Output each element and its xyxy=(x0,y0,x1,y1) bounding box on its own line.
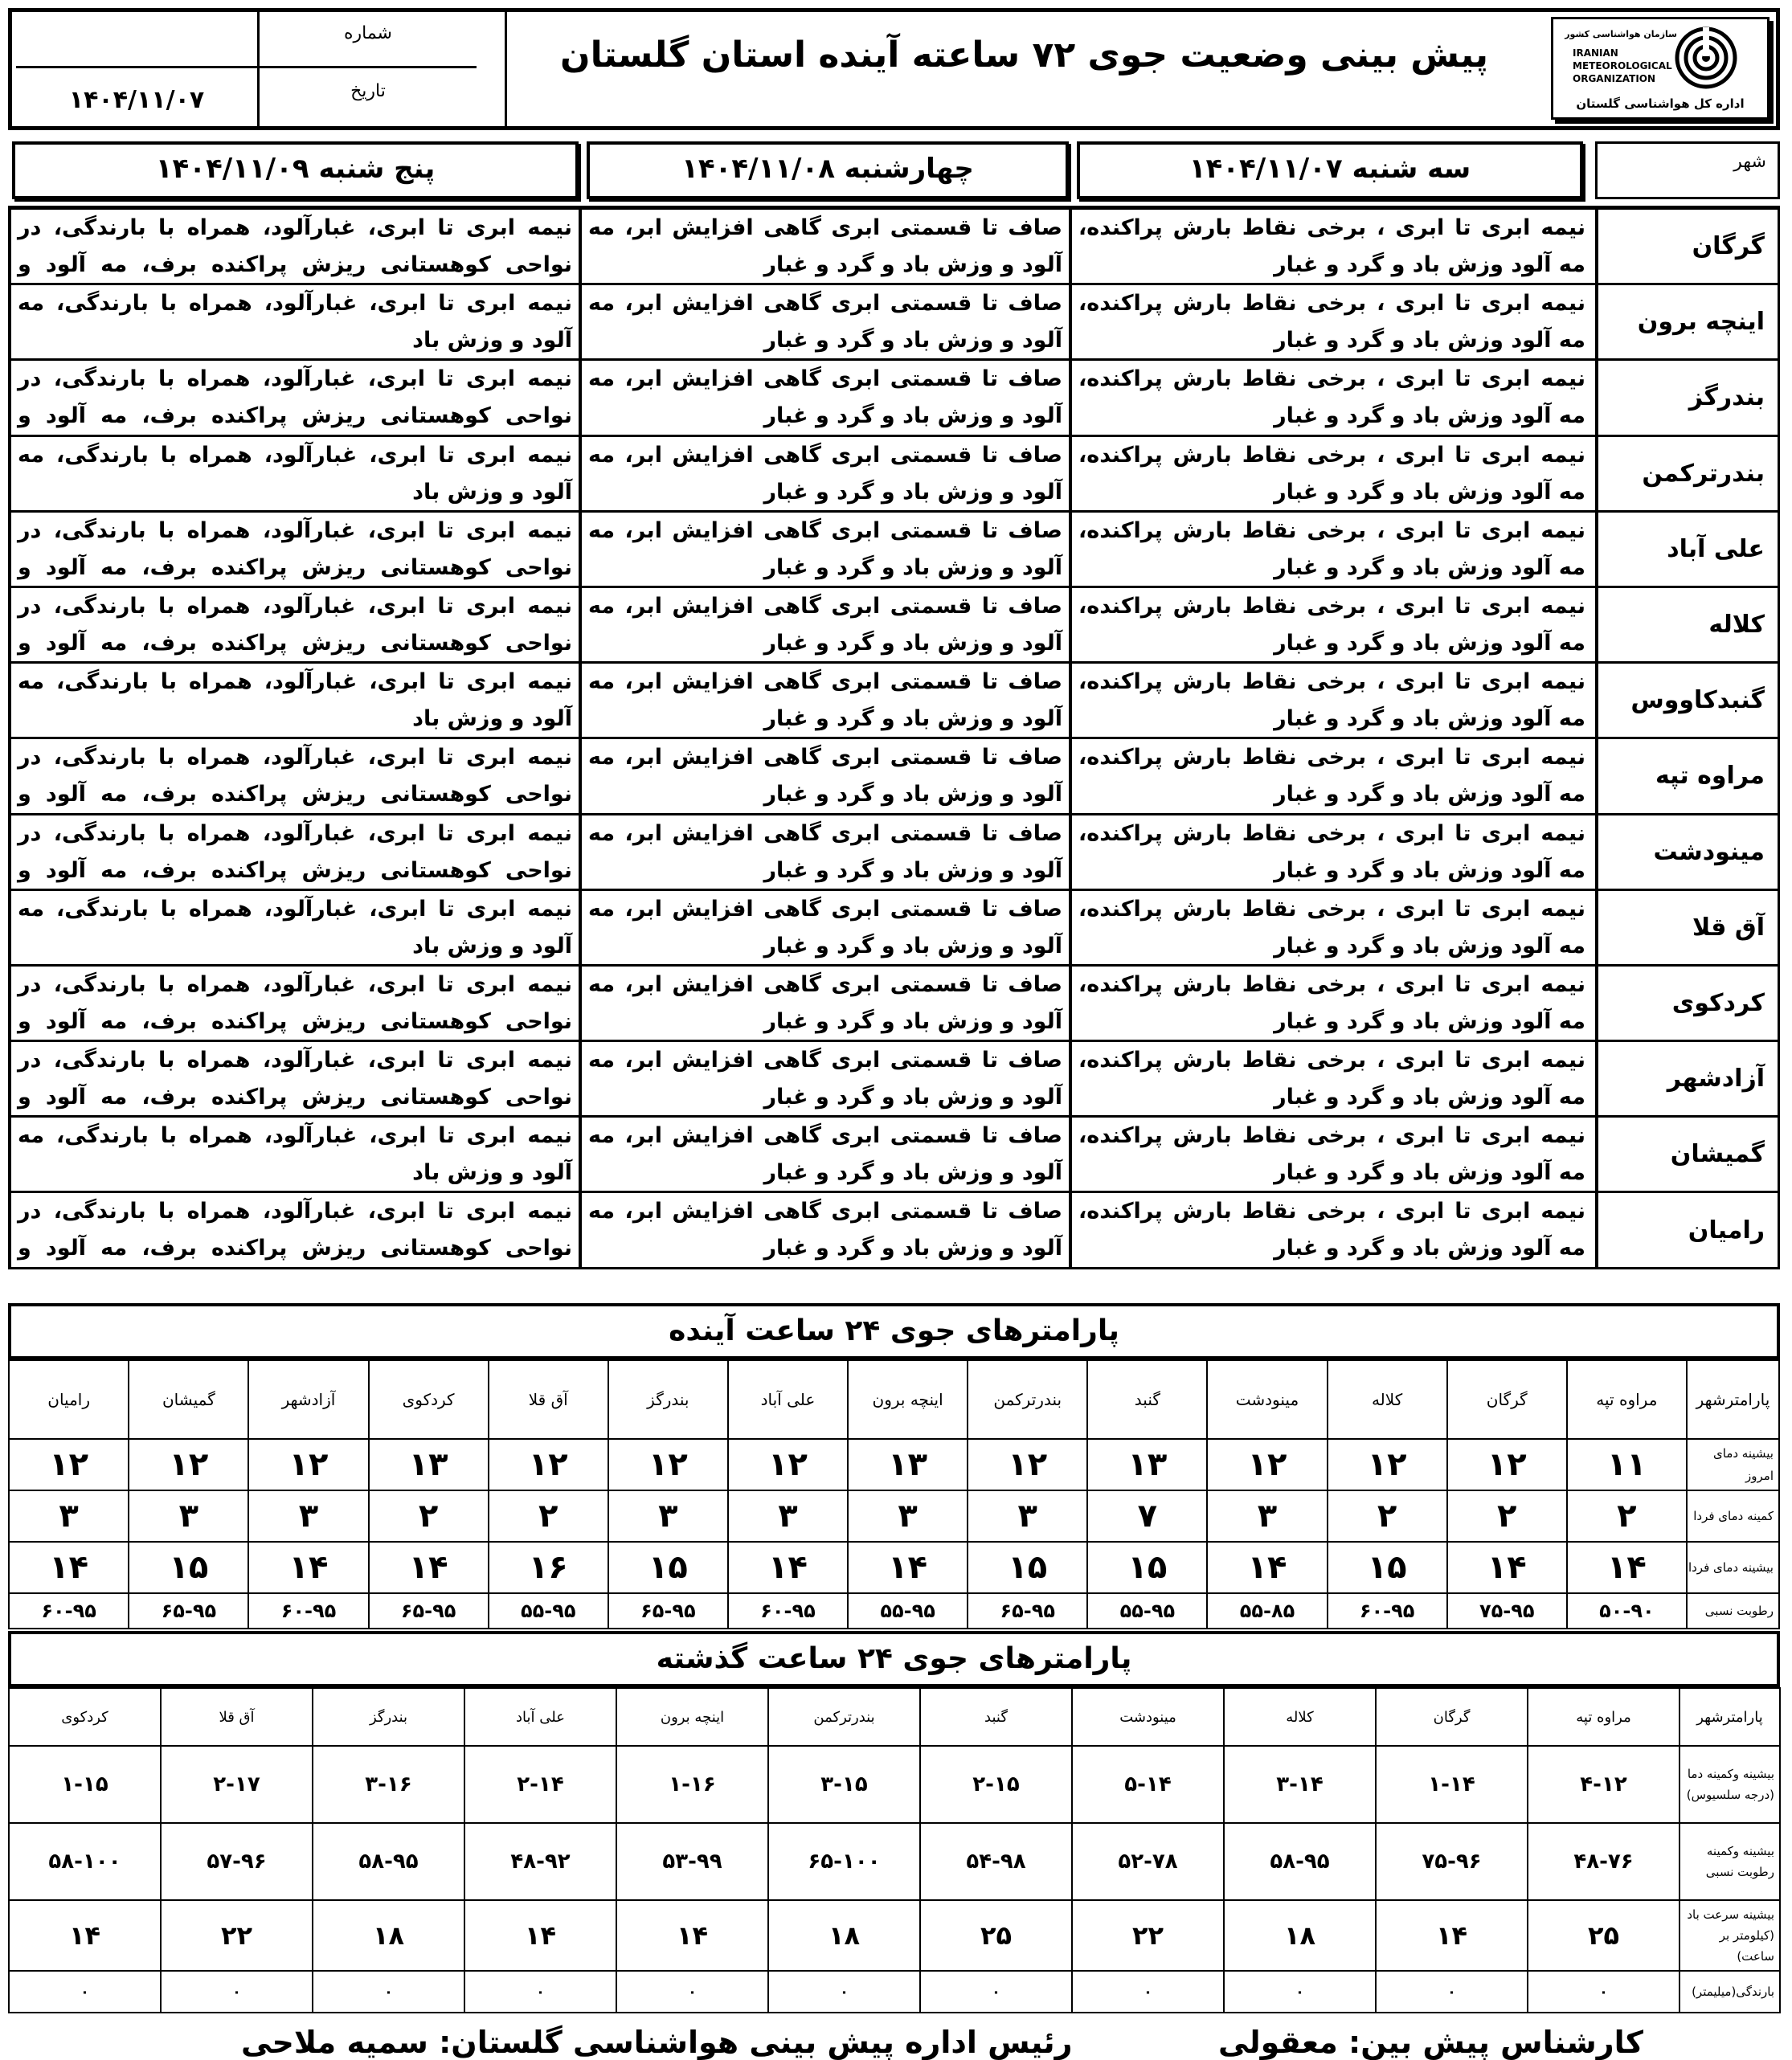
forecast-row xyxy=(8,664,1780,739)
page-title: پیش بینی وضعیت جوی ۷۲ ساعته آینده استان گلستان xyxy=(560,35,1488,76)
param-value: ۴-۱۲ xyxy=(1528,1746,1679,1823)
param-value: ۱۲ xyxy=(1447,1439,1567,1490)
forecast-city-name: مینودشت xyxy=(1595,815,1780,889)
param-label: بیشینه دمای فردا xyxy=(1687,1542,1779,1593)
param-value: ۳ xyxy=(608,1490,728,1542)
forecast-cell-day-2: صاف تا قسمتی ابری گاهی افزایش ابر، مه آلود و وزش باد و گرد و غبار xyxy=(579,513,1069,586)
param-value: ۵۸-۹۵ xyxy=(313,1823,464,1900)
forecast-cell-day-3: نیمه ابری تا ابری، غبارآلود، همراه با بارندگی، در نواحی کوهستانی ریزش پراکنده برف، مه آلود و xyxy=(8,210,579,283)
param-value: ۲۲ xyxy=(161,1900,313,1971)
param-header: پارامترشهر xyxy=(1679,1688,1780,1746)
param-value: ۱۴ xyxy=(848,1542,968,1593)
param-value: ۲ xyxy=(1567,1490,1687,1542)
logo-persian-small: سازمان هواشناسی کشور xyxy=(1565,29,1677,39)
forecast-table-body xyxy=(8,206,1780,1269)
param-value: ۱۴ xyxy=(1447,1542,1567,1593)
next-24h-row xyxy=(9,1490,1779,1542)
param-value: ۵۴-۹۸ xyxy=(920,1823,1072,1900)
param-value: ۱۵ xyxy=(608,1542,728,1593)
forecast-cell-day-1: نیمه ابری تا ابری ، برخی نقاط بارش پراکنده، مه آلود وزش باد و گرد و غبار xyxy=(1069,739,1592,812)
city-column-header: شهر xyxy=(1595,141,1780,199)
param-value: ۱۲ xyxy=(1207,1439,1327,1490)
forecast-cell-day-1: نیمه ابری تا ابری ، برخی نقاط بارش پراکنده، مه آلود وزش باد و گرد و غبار xyxy=(1069,285,1592,358)
param-value: ۵۵-۹۵ xyxy=(1087,1593,1207,1629)
past-24h-row xyxy=(9,1746,1780,1823)
forecast-cell-day-3: نیمه ابری تا ابری، غبارآلود، همراه با بارندگی، در نواحی کوهستانی ریزش پراکنده برف، مه آلود و xyxy=(8,1042,579,1115)
document-header xyxy=(8,8,1780,130)
param-value: ۳-۱۴ xyxy=(1224,1746,1376,1823)
forecast-row xyxy=(8,361,1780,436)
param-value: ۶۵-۹۵ xyxy=(369,1593,489,1629)
param-value: ۲ xyxy=(1328,1490,1447,1542)
param-value: ۱۴ xyxy=(464,1900,616,1971)
city-header: بندرترکمن xyxy=(768,1688,920,1746)
param-label: بارندگی(میلیمتر) xyxy=(1679,1971,1780,2013)
forecast-cell-day-3: نیمه ابری تا ابری، غبارآلود، همراه با بارندگی، در نواحی کوهستانی ریزش پراکنده برف، مه آلود و xyxy=(8,967,579,1040)
city-header: رامیان xyxy=(9,1360,129,1439)
city-header: بندرگز xyxy=(608,1360,728,1439)
forecast-cell-day-2: صاف تا قسمتی ابری گاهی افزایش ابر، مه آلود و وزش باد و گرد و غبار xyxy=(579,1042,1069,1115)
param-value: ۰ xyxy=(161,1971,313,2013)
param-value: ۶۰-۹۵ xyxy=(248,1593,368,1629)
param-value: ۶۵-۹۵ xyxy=(129,1593,248,1629)
forecast-cell-day-1: نیمه ابری تا ابری ، برخی نقاط بارش پراکنده، مه آلود وزش باد و گرد و غبار xyxy=(1069,1193,1592,1266)
param-value: ۱۲ xyxy=(9,1439,129,1490)
param-value: ۱۴ xyxy=(728,1542,848,1593)
forecast-cell-day-3: نیمه ابری تا ابری، غبارآلود، همراه با بارندگی، مه آلود و وزش باد xyxy=(8,891,579,964)
city-header: کردکوی xyxy=(369,1360,489,1439)
forecast-cell-day-3: نیمه ابری تا ابری، غبارآلود، همراه با بارندگی، مه آلود و وزش باد xyxy=(8,1118,579,1191)
param-value: ۱۳ xyxy=(1087,1439,1207,1490)
param-value: ۱۴ xyxy=(248,1542,368,1593)
city-header: گرگان xyxy=(1447,1360,1567,1439)
forecast-row xyxy=(8,513,1780,588)
param-value: ۲ xyxy=(1447,1490,1567,1542)
param-value: ۱۴ xyxy=(616,1900,768,1971)
forecast-table-header xyxy=(8,135,1780,206)
param-value: ۶۵-۹۵ xyxy=(608,1593,728,1629)
forecast-cell-day-2: صاف تا قسمتی ابری گاهی افزایش ابر، مه آلود و وزش باد و گرد و غبار xyxy=(579,210,1069,283)
next-24h-row xyxy=(9,1593,1779,1629)
forecast-row xyxy=(8,285,1780,361)
city-header: آق قلا xyxy=(161,1688,313,1746)
forecast-cell-day-3: نیمه ابری تا ابری، غبارآلود، همراه با بارندگی، مه آلود و وزش باد xyxy=(8,664,579,737)
city-header: گنبد xyxy=(1087,1360,1207,1439)
forecast-cell-day-3: نیمه ابری تا ابری، غبارآلود، همراه با بارندگی، در نواحی کوهستانی ریزش پراکنده برف، مه آلود و xyxy=(8,815,579,889)
param-value: ۱-۱۶ xyxy=(616,1746,768,1823)
param-value: ۱۲ xyxy=(248,1439,368,1490)
param-value: ۲-۱۵ xyxy=(920,1746,1072,1823)
param-value: ۶۰-۹۵ xyxy=(1328,1593,1447,1629)
forecast-row xyxy=(8,210,1780,285)
day-header-1: سه شنبه ۱۴۰۴/۱۱/۰۷ xyxy=(1077,141,1583,199)
forecast-row xyxy=(8,1118,1780,1193)
param-value: ۰ xyxy=(920,1971,1072,2013)
forecast-city-name: بندرگز xyxy=(1595,361,1780,434)
day-header-3: پنج شنبه ۱۴۰۴/۱۱/۰۹ xyxy=(12,141,579,199)
forecast-city-name: گرگان xyxy=(1595,210,1780,283)
param-value: ۱۲ xyxy=(1328,1439,1447,1490)
param-value: ۳-۱۵ xyxy=(768,1746,920,1823)
forecast-cell-day-2: صاف تا قسمتی ابری گاهی افزایش ابر، مه آلود و وزش باد و گرد و غبار xyxy=(579,361,1069,434)
day-header-2: چهارشنبه ۱۴۰۴/۱۱/۰۸ xyxy=(587,141,1069,199)
date-value: ۱۴۰۴/۱۱/۰۷ xyxy=(16,68,260,126)
param-value: ۲۵ xyxy=(920,1900,1072,1971)
param-value: ۱۳ xyxy=(848,1439,968,1490)
param-value: ۳ xyxy=(248,1490,368,1542)
param-value: ۱۵ xyxy=(1087,1542,1207,1593)
forecast-cell-day-3: نیمه ابری تا ابری، غبارآلود، همراه با بارندگی، در نواحی کوهستانی ریزش پراکنده برف، مه آلود و xyxy=(8,361,579,434)
forecast-cell-day-2: صاف تا قسمتی ابری گاهی افزایش ابر، مه آلود و وزش باد و گرد و غبار xyxy=(579,815,1069,889)
forecast-row xyxy=(8,891,1780,967)
forecast-city-name: آق قلا xyxy=(1595,891,1780,964)
next-24h-row xyxy=(9,1439,1779,1490)
number-label: شماره xyxy=(260,12,477,68)
param-value: ۰ xyxy=(313,1971,464,2013)
forecast-city-name: کردکوی xyxy=(1595,967,1780,1040)
city-header: مینودشت xyxy=(1207,1360,1327,1439)
city-header: اینچه برون xyxy=(848,1360,968,1439)
param-value: ۰ xyxy=(464,1971,616,2013)
forecast-cell-day-2: صاف تا قسمتی ابری گاهی افزایش ابر، مه آلود و وزش باد و گرد و غبار xyxy=(579,285,1069,358)
forecast-cell-day-2: صاف تا قسمتی ابری گاهی افزایش ابر، مه آلود و وزش باد و گرد و غبار xyxy=(579,588,1069,661)
param-value: ۶۵-۱۰۰ xyxy=(768,1823,920,1900)
forecast-row xyxy=(8,815,1780,891)
param-value: ۶۰-۹۵ xyxy=(9,1593,129,1629)
city-header: مراوه تپه xyxy=(1528,1688,1679,1746)
param-value: ۲۲ xyxy=(1072,1900,1224,1971)
param-label: بیشینه دمای امروز xyxy=(1687,1439,1779,1490)
city-header: مینودشت xyxy=(1072,1688,1224,1746)
forecast-row xyxy=(8,967,1780,1042)
next-24h-table xyxy=(8,1359,1780,1629)
past-24h-row xyxy=(9,1900,1780,1971)
next-24h-row xyxy=(9,1542,1779,1593)
param-value: ۵۸-۱۰۰ xyxy=(9,1823,161,1900)
past-24h-title: پارامترهای جوی ۲۴ ساعت گذشته xyxy=(8,1631,1780,1687)
past-24h-row xyxy=(9,1823,1780,1900)
past-24h-header-row xyxy=(9,1688,1780,1746)
forecast-cell-day-3: نیمه ابری تا ابری، غبارآلود، همراه با بارندگی، در نواحی کوهستانی ریزش پراکنده برف، مه آلود و xyxy=(8,588,579,661)
param-value: ۱۸ xyxy=(768,1900,920,1971)
param-value: ۱۲ xyxy=(968,1439,1087,1490)
city-header: بندرترکمن xyxy=(968,1360,1087,1439)
forecast-cell-day-3: نیمه ابری تا ابری، غبارآلود، همراه با بارندگی، در نواحی کوهستانی ریزش پراکنده برف، مه آلود و xyxy=(8,1193,579,1266)
city-header: گمیشان xyxy=(129,1360,248,1439)
forecast-row xyxy=(8,739,1780,815)
forecast-row xyxy=(8,1042,1780,1118)
forecast-cell-day-1: نیمه ابری تا ابری ، برخی نقاط بارش پراکنده، مه آلود وزش باد و گرد و غبار xyxy=(1069,664,1592,737)
param-value: ۳ xyxy=(1207,1490,1327,1542)
city-header: کلاله xyxy=(1328,1360,1447,1439)
city-header: گنبد xyxy=(920,1688,1072,1746)
city-header: کلاله xyxy=(1224,1688,1376,1746)
param-value: ۱۳ xyxy=(369,1439,489,1490)
forecast-cell-day-1: نیمه ابری تا ابری ، برخی نقاط بارش پراکنده، مه آلود وزش باد و گرد و غبار xyxy=(1069,210,1592,283)
param-value: ۲-۱۴ xyxy=(464,1746,616,1823)
param-value: ۶۵-۹۵ xyxy=(968,1593,1087,1629)
forecast-table xyxy=(8,135,1780,1269)
city-header: بندرگز xyxy=(313,1688,464,1746)
forecast-document xyxy=(8,8,1784,2060)
param-value: ۶۰-۹۵ xyxy=(728,1593,848,1629)
city-header: کردکوی xyxy=(9,1688,161,1746)
param-label: کمینه دمای فردا xyxy=(1687,1490,1779,1542)
param-value: ۰ xyxy=(768,1971,920,2013)
meta-box xyxy=(12,12,477,126)
forecast-cell-day-3: نیمه ابری تا ابری، غبارآلود، همراه با بارندگی، در نواحی کوهستانی ریزش پراکنده برف، مه آلود و xyxy=(8,513,579,586)
param-value: ۲ xyxy=(369,1490,489,1542)
param-value: ۵۲-۷۸ xyxy=(1072,1823,1224,1900)
forecast-cell-day-1: نیمه ابری تا ابری ، برخی نقاط بارش پراکنده، مه آلود وزش باد و گرد و غبار xyxy=(1069,815,1592,889)
forecast-city-name: گمیشان xyxy=(1595,1118,1780,1191)
forecast-row xyxy=(8,437,1780,513)
param-value: ۳ xyxy=(129,1490,248,1542)
forecast-city-name: گنبدکاووس xyxy=(1595,664,1780,737)
param-header: پارامترشهر xyxy=(1687,1360,1779,1439)
forecast-cell-day-1: نیمه ابری تا ابری ، برخی نقاط بارش پراکنده، مه آلود وزش باد و گرد و غبار xyxy=(1069,1042,1592,1115)
param-value: ۳-۱۶ xyxy=(313,1746,464,1823)
city-header: علی آباد xyxy=(728,1360,848,1439)
forecast-cell-day-2: صاف تا قسمتی ابری گاهی افزایش ابر، مه آلود و وزش باد و گرد و غبار xyxy=(579,1193,1069,1266)
param-value: ۲ xyxy=(489,1490,608,1542)
param-value: ۱۸ xyxy=(313,1900,464,1971)
param-value: ۳ xyxy=(9,1490,129,1542)
forecast-city-name: علی آباد xyxy=(1595,513,1780,586)
forecast-cell-day-1: نیمه ابری تا ابری ، برخی نقاط بارش پراکنده، مه آلود وزش باد و گرد و غبار xyxy=(1069,437,1592,510)
param-value: ۷۵-۹۶ xyxy=(1376,1823,1528,1900)
forecast-city-name: بندرترکمن xyxy=(1595,437,1780,510)
param-value: ۱۴ xyxy=(9,1542,129,1593)
next-24h-title: پارامترهای جوی ۲۴ ساعت آینده xyxy=(8,1303,1780,1359)
forecast-cell-day-2: صاف تا قسمتی ابری گاهی افزایش ابر، مه آلود و وزش باد و گرد و غبار xyxy=(579,891,1069,964)
param-value: ۵۳-۹۹ xyxy=(616,1823,768,1900)
param-value: ۱۵ xyxy=(1328,1542,1447,1593)
param-value: ۱۵ xyxy=(129,1542,248,1593)
param-value: ۱۴ xyxy=(1207,1542,1327,1593)
logo-english-text: IRANIAN METEOROLOGICAL ORGANIZATION xyxy=(1573,47,1672,84)
param-value: ۱-۱۵ xyxy=(9,1746,161,1823)
param-value: ۴۸-۹۲ xyxy=(464,1823,616,1900)
param-value: ۳ xyxy=(848,1490,968,1542)
next-24h-header-row xyxy=(9,1360,1779,1439)
number-value xyxy=(16,12,260,68)
forecast-row xyxy=(8,1193,1780,1269)
department-head-name: رئیس اداره پیش بینی هواشناسی گلستان: سمیه ملاحی xyxy=(241,2025,1073,2060)
forecast-cell-day-1: نیمه ابری تا ابری ، برخی نقاط بارش پراکنده، مه آلود وزش باد و گرد و غبار xyxy=(1069,967,1592,1040)
forecast-city-name: اینچه برون xyxy=(1595,285,1780,358)
param-value: ۰ xyxy=(1224,1971,1376,2013)
forecast-cell-day-1: نیمه ابری تا ابری ، برخی نقاط بارش پراکنده، مه آلود وزش باد و گرد و غبار xyxy=(1069,588,1592,661)
past-24h-row xyxy=(9,1971,1780,2013)
param-value: ۵۵-۸۵ xyxy=(1207,1593,1327,1629)
param-value: ۰ xyxy=(616,1971,768,2013)
param-value: ۱-۱۴ xyxy=(1376,1746,1528,1823)
param-label: بیشینه وکمینه رطوبت نسبی xyxy=(1679,1823,1780,1900)
past-24h-table xyxy=(8,1687,1781,2013)
param-value: ۱۴ xyxy=(1567,1542,1687,1593)
forecast-cell-day-3: نیمه ابری تا ابری، غبارآلود، همراه با بارندگی، مه آلود و وزش باد xyxy=(8,285,579,358)
param-value: ۰ xyxy=(1528,1971,1679,2013)
param-value: ۱۶ xyxy=(489,1542,608,1593)
forecast-city-name: مراوه تپه xyxy=(1595,739,1780,812)
forecast-cell-day-1: نیمه ابری تا ابری ، برخی نقاط بارش پراکنده، مه آلود وزش باد و گرد و غبار xyxy=(1069,361,1592,434)
forecast-cell-day-2: صاف تا قسمتی ابری گاهی افزایش ابر، مه آلود و وزش باد و گرد و غبار xyxy=(579,1118,1069,1191)
param-value: ۳ xyxy=(728,1490,848,1542)
param-value: ۱۲ xyxy=(728,1439,848,1490)
city-header: مراوه تپه xyxy=(1567,1360,1687,1439)
forecast-cell-day-2: صاف تا قسمتی ابری گاهی افزایش ابر، مه آلود و وزش باد و گرد و غبار xyxy=(579,437,1069,510)
param-value: ۰ xyxy=(1072,1971,1224,2013)
signature-footer xyxy=(8,2025,1780,2060)
forecast-city-name: رامیان xyxy=(1595,1193,1780,1266)
date-label: تاریخ xyxy=(350,81,386,101)
city-header: اینچه برون xyxy=(616,1688,768,1746)
forecast-cell-day-3: نیمه ابری تا ابری، غبارآلود، همراه با بارندگی، در نواحی کوهستانی ریزش پراکنده برف، مه آلود و xyxy=(8,739,579,812)
forecast-city-name: آزادشهر xyxy=(1595,1042,1780,1115)
param-label: رطوبت نسبی xyxy=(1687,1593,1779,1629)
forecast-row xyxy=(8,588,1780,664)
param-value: ۱۲ xyxy=(129,1439,248,1490)
param-value: ۰ xyxy=(1376,1971,1528,2013)
param-value: ۳ xyxy=(968,1490,1087,1542)
city-header: گرگان xyxy=(1376,1688,1528,1746)
param-value: ۱۱ xyxy=(1567,1439,1687,1490)
forecast-city-name: کلاله xyxy=(1595,588,1780,661)
param-value: ۷ xyxy=(1087,1490,1207,1542)
param-value: ۱۵ xyxy=(968,1542,1087,1593)
forecast-cell-day-2: صاف تا قسمتی ابری گاهی افزایش ابر، مه آلود و وزش باد و گرد و غبار xyxy=(579,967,1069,1040)
title-box xyxy=(505,12,1541,126)
param-value: ۲-۱۷ xyxy=(161,1746,313,1823)
forecast-cell-day-2: صاف تا قسمتی ابری گاهی افزایش ابر، مه آلود و وزش باد و گرد و غبار xyxy=(579,664,1069,737)
city-header: علی آباد xyxy=(464,1688,616,1746)
param-value: ۵۷-۹۶ xyxy=(161,1823,313,1900)
forecast-cell-day-1: نیمه ابری تا ابری ، برخی نقاط بارش پراکنده، مه آلود وزش باد و گرد و غبار xyxy=(1069,513,1592,586)
forecaster-name: کارشناس پیش بین: معقولی xyxy=(1217,2025,1643,2060)
city-header: آق قلا xyxy=(489,1360,608,1439)
forecast-cell-day-2: صاف تا قسمتی ابری گاهی افزایش ابر، مه آلود و وزش باد و گرد و غبار xyxy=(579,739,1069,812)
param-value: ۴۸-۷۶ xyxy=(1528,1823,1679,1900)
param-value: ۷۵-۹۵ xyxy=(1447,1593,1567,1629)
forecast-cell-day-3: نیمه ابری تا ابری، غبارآلود، همراه با بارندگی، مه آلود و وزش باد xyxy=(8,437,579,510)
param-label: بیشینه سرعت باد (کیلومتر بر ساعت) xyxy=(1679,1900,1780,1971)
param-value: ۱۴ xyxy=(1376,1900,1528,1971)
param-value: ۵۰-۹۰ xyxy=(1567,1593,1687,1629)
param-value: ۵۸-۹۵ xyxy=(1224,1823,1376,1900)
param-value: ۵۵-۹۵ xyxy=(489,1593,608,1629)
param-value: ۱۲ xyxy=(489,1439,608,1490)
param-label: بیشینه وکمینه دما (درجه سلسیوس) xyxy=(1679,1746,1780,1823)
meteorological-organization-logo xyxy=(1551,17,1769,120)
param-value: ۱۴ xyxy=(369,1542,489,1593)
param-value: ۵۵-۹۵ xyxy=(848,1593,968,1629)
param-value: ۵-۱۴ xyxy=(1072,1746,1224,1823)
forecast-cell-day-1: نیمه ابری تا ابری ، برخی نقاط بارش پراکنده، مه آلود وزش باد و گرد و غبار xyxy=(1069,1118,1592,1191)
param-value: ۱۲ xyxy=(608,1439,728,1490)
city-header: آزادشهر xyxy=(248,1360,368,1439)
param-value: ۱۴ xyxy=(9,1900,161,1971)
logo-caption: اداره کل هواشناسی گلستان xyxy=(1576,96,1745,111)
param-value: ۰ xyxy=(9,1971,161,2013)
forecast-cell-day-1: نیمه ابری تا ابری ، برخی نقاط بارش پراکنده، مه آلود وزش باد و گرد و غبار xyxy=(1069,891,1592,964)
param-value: ۲۵ xyxy=(1528,1900,1679,1971)
param-value: ۱۸ xyxy=(1224,1900,1376,1971)
